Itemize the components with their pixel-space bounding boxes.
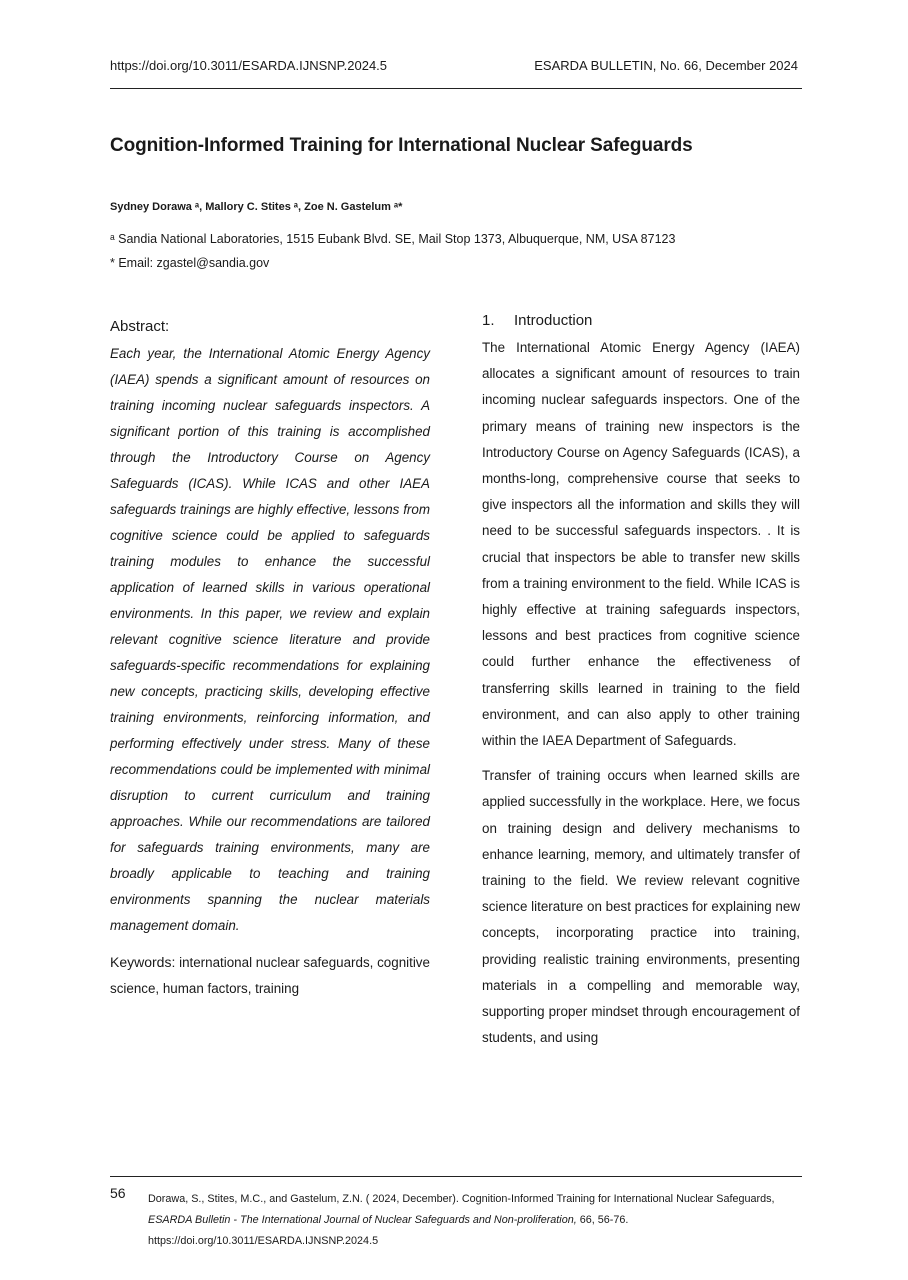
running-header bbox=[110, 58, 798, 80]
citation-part-a: Dorawa, S., Stites, M.C., and Gastelum, Z.N. ( 2024, December). Cognition-Informed Training for International Nuclear Safeguards, bbox=[148, 1193, 775, 1205]
keywords-label: Keywords: bbox=[110, 954, 176, 970]
introduction-heading bbox=[482, 312, 800, 329]
contact-email: * Email: zgastel@sandia.gov bbox=[110, 256, 270, 270]
header-rule bbox=[110, 88, 802, 89]
footer-citation bbox=[148, 1189, 788, 1252]
left-column bbox=[110, 318, 430, 1002]
citation-part-b: 66, 56-76. https://doi.org/10.3011/ESARDA.IJNSNP.2024.5 bbox=[148, 1214, 629, 1247]
citation-journal: ESARDA Bulletin - The International Journal of Nuclear Safeguards and Non-proliferation, bbox=[148, 1214, 577, 1226]
right-column bbox=[482, 312, 800, 1051]
section-title: Introduction bbox=[514, 312, 593, 329]
abstract-heading: Abstract: bbox=[110, 318, 170, 335]
intro-paragraph-1: The International Atomic Energy Agency (IAEA) allocates a significant amount of resources to train incoming nuclear safeguards inspectors. One of the primary means of training new inspectors is the Introductory Course on Agency Safeguards (ICAS), a months-long, comprehensive course that seeks to give inspectors all the information and skills they will need to be successful safeguards inspectors. . It is crucial that inspectors be able to transfer new skills from a training environment to the field. While ICAS is highly effective at training safeguards inspectors, lessons and best practices from cognitive science could further enhance the effectiveness of transferring skills learned in training to the field environment, and can also apply to other training within the IAEA Department of Safeguards. bbox=[482, 340, 800, 749]
affiliation: ᵃ Sandia National Laboratories, 1515 Eubank Blvd. SE, Mail Stop 1373, Albuquerque, NM, USA 87123 bbox=[110, 232, 676, 246]
author-list: Sydney Dorawa ᵃ, Mallory C. Stites ᵃ, Zoe N. Gastelum ᵃ* bbox=[110, 201, 403, 213]
header-journal: ESARDA BULLETIN, No. 66, December 2024 bbox=[534, 58, 798, 73]
page-number: 56 bbox=[110, 1185, 126, 1201]
keywords bbox=[110, 949, 430, 1002]
header-doi-link[interactable]: https://doi.org/10.3011/ESARDA.IJNSNP.2024.5 bbox=[110, 58, 388, 73]
keywords-text: international nuclear safeguards, cognitive science, human factors, training bbox=[110, 955, 430, 996]
section-number: 1. bbox=[482, 312, 495, 329]
paper-title: Cognition-Informed Training for International Nuclear Safeguards bbox=[110, 135, 693, 156]
abstract-text: Each year, the International Atomic Energy Agency (IAEA) spends a significant amount of resources on training incoming nuclear safeguards inspectors. A significant portion of this training is accomplished through the Introductory Course on Agency Safeguards (ICAS). While ICAS and other IAEA safeguards trainings are highly effective, lessons from cognitive science could be applied to safeguards training modules to enhance the successful application of learned skills in various operational environments. In this paper, we review and explain relevant cognitive science literature and provide safeguards-specific recommendations for explaining new concepts, practicing skills, developing effective training environments, reinforcing information, and performing effectively under stress. Many of these recommendations could be implemented with minimal disruption to current curriculum and training approaches. While our recommendations are tailored for safeguards training environments, many are broadly applicable to teaching and training environments spanning the nuclear materials management domain. bbox=[110, 346, 430, 933]
intro-paragraph-2: Transfer of training occurs when learned skills are applied successfully in the workplace. Here, we focus on training design and delivery mechanisms to enhance learning, memory, and ultimately transfer of training to the field. We review relevant cognitive science literature on best practices for explaining new concepts, incorporating practice into training, providing realistic training environments, presenting materials in a compelling and memorable way, supporting proper mindset through encouragement of students, and using bbox=[482, 768, 800, 1046]
footer-rule bbox=[110, 1176, 802, 1177]
